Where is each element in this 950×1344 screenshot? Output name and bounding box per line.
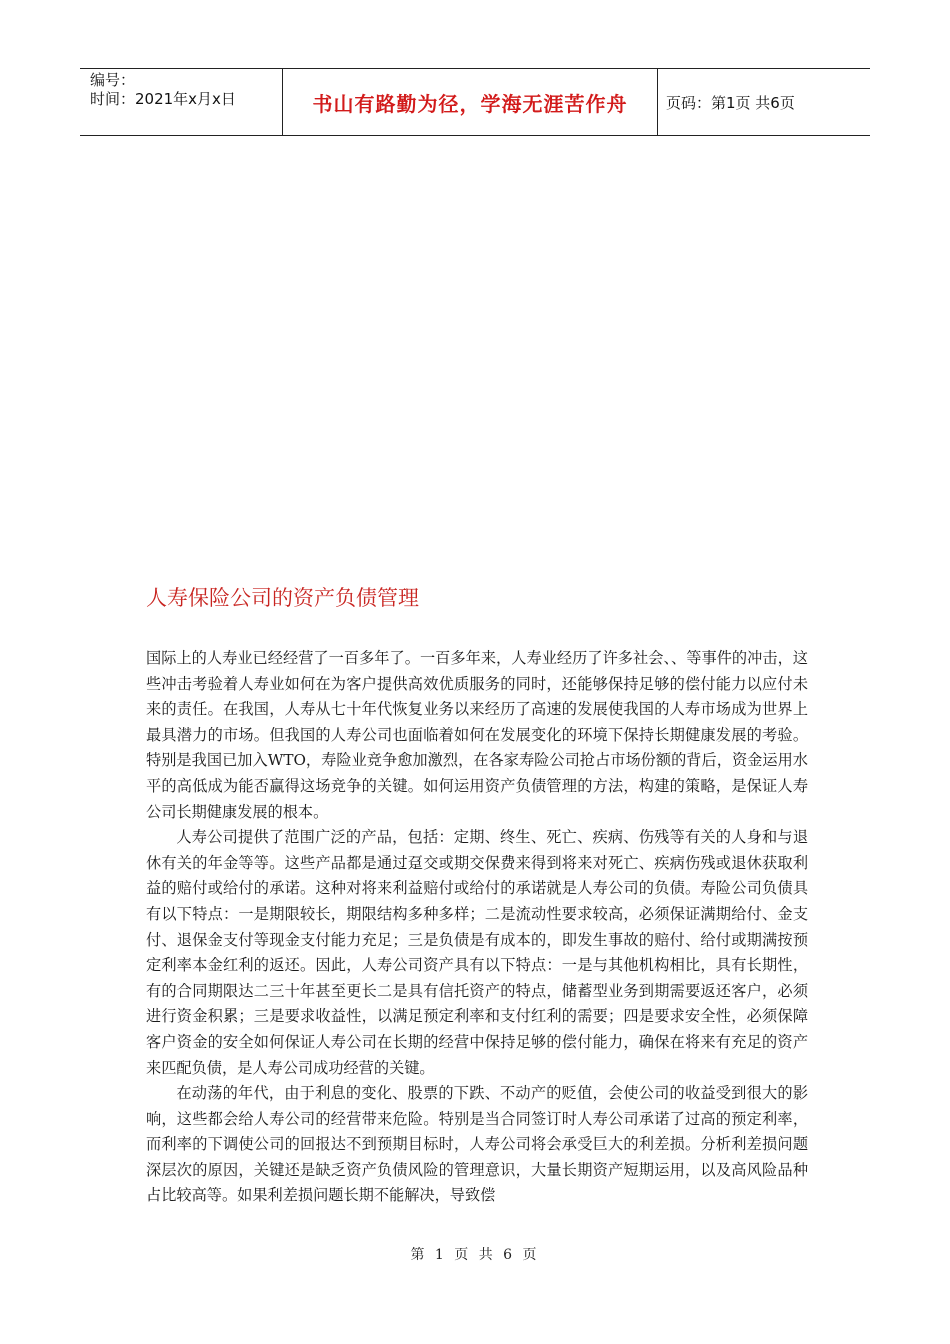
header-meta [80,69,282,135]
date-label: 时间：2021年x月x日 [90,90,236,108]
document-body [146,646,808,1209]
header-page-info: 页码：第1页 共6页 [666,93,795,112]
paragraph-2: 人寿公司提供了范围广泛的产品，包括：定期、终生、死亡、疾病、伤残等有关的人身和与退休有关的年金等等。这些产品都是通过趸交或期交保费来得到将来对死亡、疾病伤残或退休获取利益的赔付或给付的承诺。这种对将来利益赔付或给付的承诺就是人寿公司的负债。寿险公司负债具有以下特点：一是期限较长，期限结构多种多样；二是流动性要求较高，必须保证满期给付、金支付、退保金支付等现金支付能力充足；三是负债是有成本的，即发生事故的赔付、给付或期满按预定利率本金红利的返还。因此，人寿公司资产具有以下特点：一是与其他机构相比，具有长期性，有的合同期限达二三十年甚至更长二是具有信托资产的特点，储蓄型业务到期需要返还客户，必须进行资金积累；三是要求收益性，以满足预定利率和支付红利的需要；四是要求安全性，必须保障客户资金的安全如何保证人寿公司在长期的经营中保持足够的偿付能力，确保在将来有充足的资产来匹配负债，是人寿公司成功经营的关键。 [146,828,808,1077]
serial-label: 编号： [90,71,136,89]
page-header [80,68,870,136]
document-title: 人寿保险公司的资产负债管理 [146,586,419,610]
page-footer: 第 1 页 共 6 页 [410,1247,540,1263]
paragraph-1: 国际上的人寿业已经经营了一百多年了。一百多年来，人寿业经历了许多社会、、等事件的冲击，这些冲击考验着人寿业如何在为客户提供高效优质服务的同时，还能够保持足够的偿付能力以应付未来的责任。在我国，人寿从七十年代恢复业务以来经历了高速的发展使我国的人寿市场成为世界上最具潜力的市场。但我国的人寿公司也面临着如何在发展变化的环境下保持长期健康发展的考验。特别是我国已加入WTO，寿险业竞争愈加激烈，在各家寿险公司抢占市场份额的背后，资金运用水平的高低成为能否赢得这场竞争的关键。如何运用资产负债管理的方法，构建的策略，是保证人寿公司长期健康发展的根本。 [146,649,808,821]
header-motto: 书山有路勤为径，学海无涯苦作舟 [312,91,628,116]
paragraph-3: 在动荡的年代，由于利息的变化、股票的下跌、不动产的贬值，会使公司的收益受到很大的影响，这些都会给人寿公司的经营带来危险。特别是当合同签订时人寿公司承诺了过高的预定利率，而利率的下调使公司的回报达不到预期目标时，人寿公司将会承受巨大的利差损。分析利差损问题深层次的原因，关键还是缺乏资产负债风险的管理意识，大量长期资产短期运用，以及高风险品种占比较高等。如果利差损问题长期不能解决，导致偿 [146,1084,808,1205]
header-motto-cell [282,69,658,135]
